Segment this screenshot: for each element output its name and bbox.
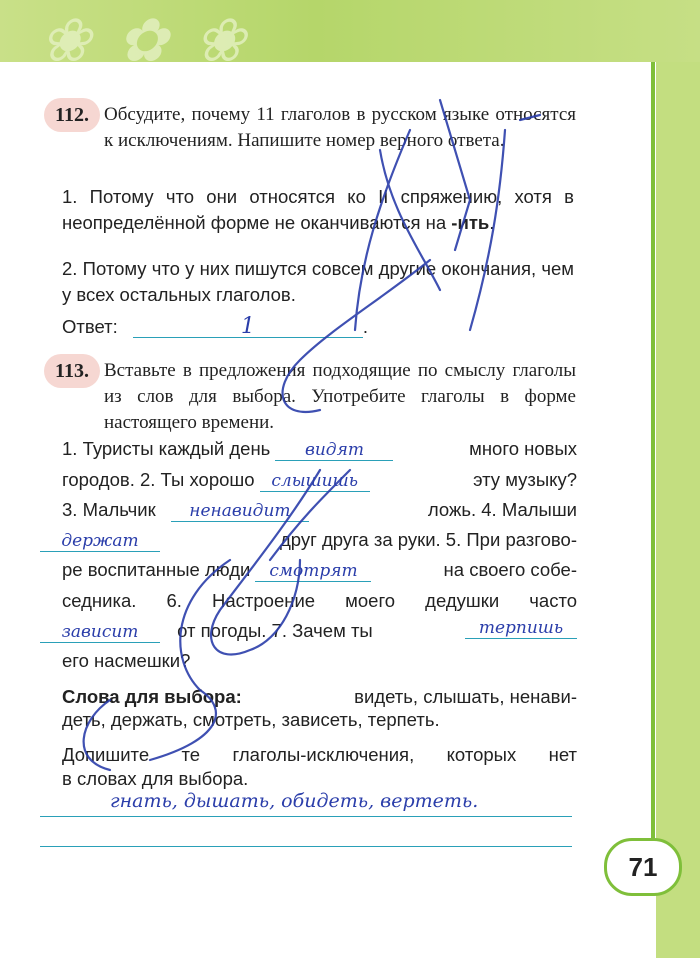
answer-label: Ответ: <box>62 316 118 337</box>
answer-period: . <box>362 316 369 337</box>
scribble-stroke-9 <box>520 115 540 120</box>
line-3-text-b: ложь. 4. Малыши <box>427 499 577 520</box>
page-number: 71 <box>628 851 658 882</box>
line-5-text-b: на своего собе- <box>443 559 577 580</box>
option-1-period: . <box>489 212 495 233</box>
line-2-text-b: эту музыку? <box>473 469 577 490</box>
blank-3[interactable]: ненавидит <box>171 501 309 522</box>
scribble-stroke-10 <box>270 470 350 560</box>
task-2-line-2: в словах для выбора. <box>62 768 249 789</box>
scribble-stroke-1 <box>440 100 470 250</box>
header-watermark: ❀ ✿ ❀ <box>40 8 251 74</box>
blank-2[interactable]: слышишь <box>260 471 370 492</box>
line-5-text-a: ре воспитанные люди <box>62 559 251 580</box>
blank-6[interactable]: зависит <box>40 622 160 643</box>
scribble-stroke-4 <box>283 260 430 412</box>
blank-1[interactable]: видят <box>275 440 393 461</box>
word-bank-label: Слова для выбора: <box>62 686 242 707</box>
scribble-stroke-3 <box>470 130 505 330</box>
line-3-text-a: 3. Мальчик <box>62 499 156 520</box>
task-2-answer-handwriting: гнать, дышать, обидеть, вертеть. <box>110 790 479 812</box>
exercise-112-prompt: Обсудите, почему 11 глаголов в русском языке относятся к исключениям. Напишите номер верного ответа. <box>104 104 576 151</box>
blank-7[interactable]: терпишь <box>465 618 577 639</box>
line-7-text-b: от погоды. 7. Зачем ты <box>177 620 373 641</box>
exercise-112-option-2: 2. Потому что у них пишутся совсем другие окончания, чем у всех остальных глаголов. <box>62 258 574 305</box>
sentence-line-8: его насмешки? <box>62 650 191 671</box>
line-4-text-b: друг друга за руки. 5. При разгово- <box>279 529 577 550</box>
scribble-stroke-7 <box>84 700 110 770</box>
line-1-text-a: 1. Туристы каждый день <box>62 438 271 459</box>
word-bank-line-2: деть, держать, смотреть, зависеть, терпеть. <box>62 709 440 730</box>
task-2-line-1: Допишите те глаголы-исключения, которых нет <box>62 744 577 765</box>
option-1-suffix: -ить <box>451 212 490 233</box>
scribble-stroke-6 <box>150 560 230 760</box>
scribble-stroke-8 <box>380 150 440 290</box>
exercise-113-number-text: 113. <box>55 359 89 382</box>
line-1-text-b: много новых <box>469 438 577 459</box>
blank-4[interactable]: держат <box>40 531 160 552</box>
answer-field[interactable]: 1 <box>133 317 363 338</box>
line-2-text-a: городов. 2. Ты хорошо <box>62 469 255 490</box>
exercise-112-number-text: 112. <box>55 103 89 126</box>
blank-5[interactable]: смотрят <box>255 561 371 582</box>
option-1-text: 1. Потому что они относятся ко II спряжению, хотя в неопределённой форме не оканчиваются на <box>62 186 574 233</box>
word-bank-words-1: видеть, слышать, ненави- <box>354 686 577 707</box>
exercise-113-prompt: Вставьте в предложения подходящие по смыслу глаголы из слов для выбора. Употребите глаголы в форме настоящего времени. <box>104 360 576 433</box>
sentence-line-6: седника. 6. Настроение моего дедушки часто <box>62 590 577 611</box>
